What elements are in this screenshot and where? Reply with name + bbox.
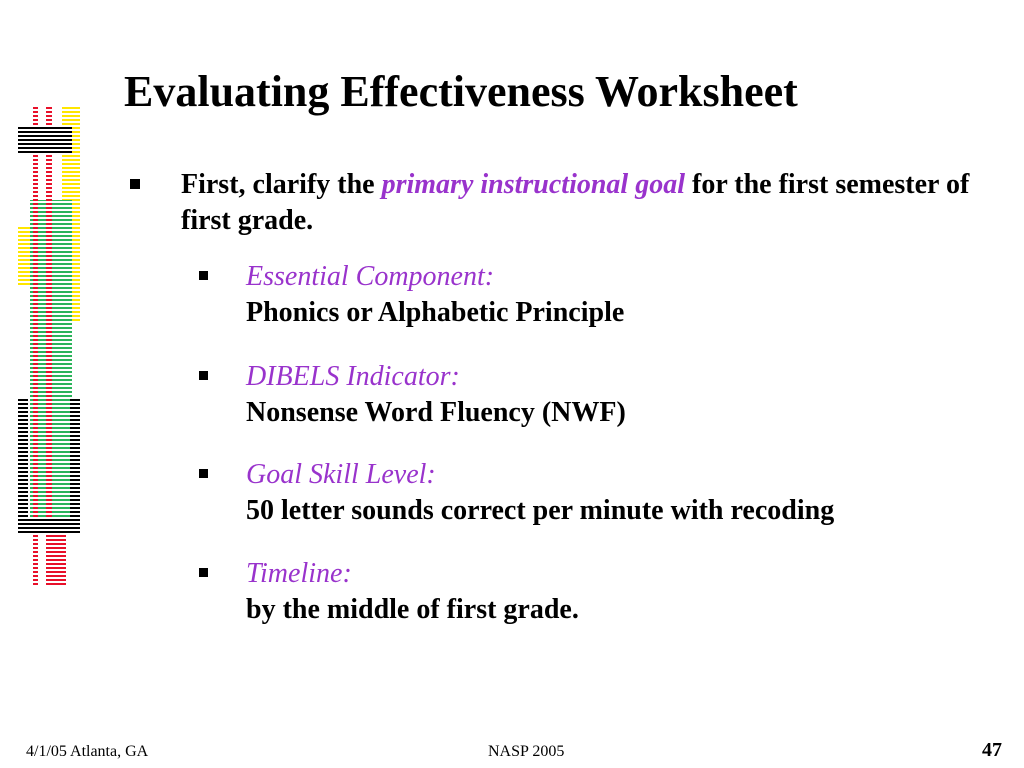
sub-bullet-dibels-indicator (195, 359, 985, 431)
slide-number: 47 (982, 739, 1002, 761)
sub-bullet-label: Goal Skill Level: (246, 459, 436, 490)
main-bullet-text (181, 167, 990, 239)
sub-bullet-value: 50 letter sounds correct per minute with recoding (246, 495, 835, 526)
footer-event: NASP 2005 (488, 743, 565, 760)
footer-date-location: 4/1/05 Atlanta, GA (26, 743, 149, 760)
sub-bullet-essential-component (195, 259, 985, 331)
sub-bullet-text (246, 259, 985, 331)
bullet-square-icon (199, 568, 208, 577)
bullet-square-icon (199, 271, 208, 280)
sub-bullet-value: Phonics or Alphabetic Principle (246, 297, 625, 328)
decorative-stripe-graphic (16, 105, 82, 590)
main-bullet-emphasis: primary instructional goal (381, 169, 685, 200)
slide-title: Evaluating Effectiveness Worksheet (124, 67, 798, 116)
bullet-square-icon (130, 179, 140, 189)
main-bullet-pre: First, clarify the (181, 169, 382, 200)
sub-bullet-label: Timeline: (246, 558, 352, 589)
bullet-square-icon (199, 469, 208, 478)
sub-bullet-text (246, 359, 985, 431)
bullet-square-icon (199, 371, 208, 380)
sub-bullet-goal-skill-level (195, 457, 985, 529)
sub-bullet-label: DIBELS Indicator: (246, 361, 460, 392)
main-bullet (130, 167, 990, 239)
main-bullet-post: for the first semester of first grade. (181, 169, 970, 236)
sub-bullet-timeline (195, 556, 985, 628)
sub-bullet-value: by the middle of first grade. (246, 594, 579, 625)
sub-bullet-text (246, 457, 985, 529)
sub-bullet-text (246, 556, 985, 628)
deco-hatch-overlay (16, 105, 82, 590)
sub-bullet-value: Nonsense Word Fluency (NWF) (246, 397, 626, 428)
sub-bullet-label: Essential Component: (246, 261, 495, 292)
